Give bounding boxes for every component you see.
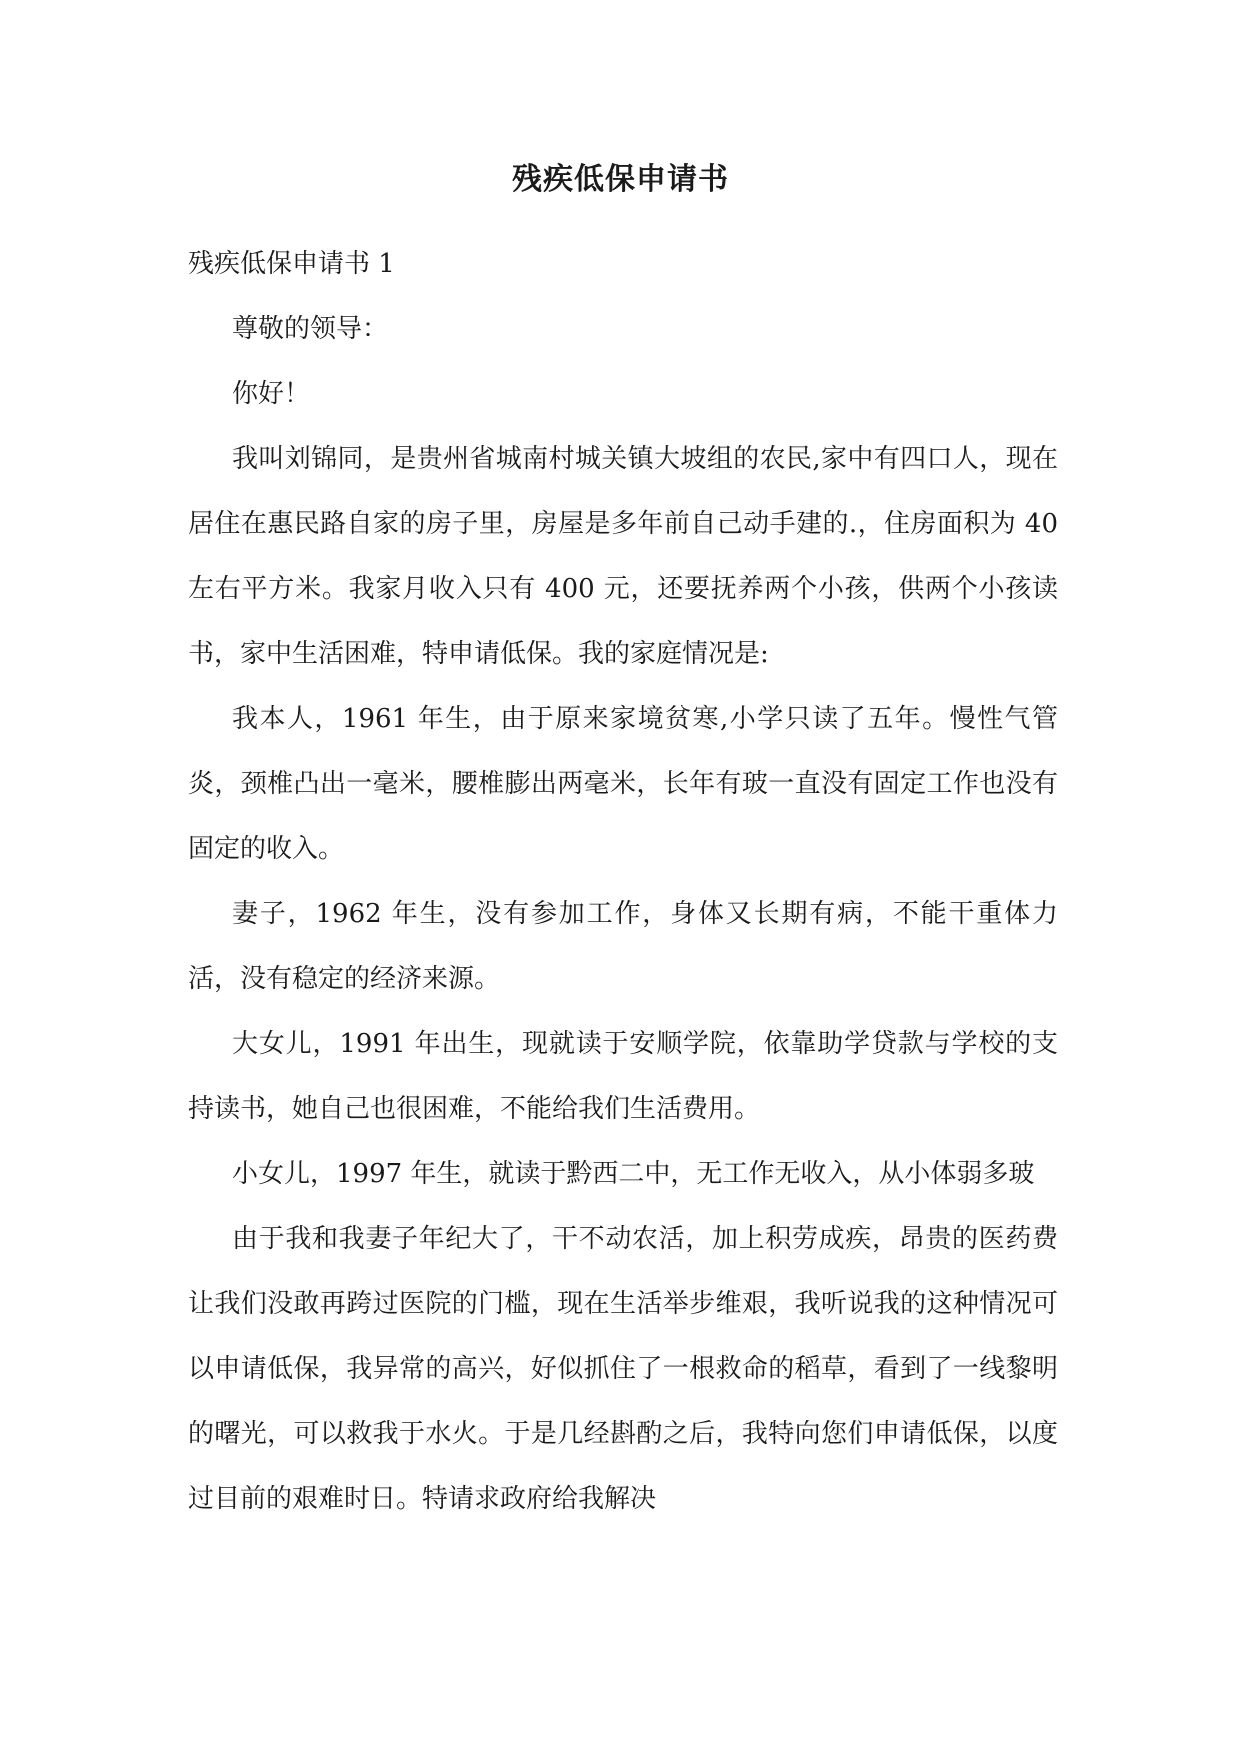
paragraph-self: 我本人，1961 年生，由于原来家境贫寒,小学只读了五年。慢性气管炎，颈椎凸出一毫米，腰椎膨出两毫米，长年有玻一直没有固定工作也没有固定的收入。 [188,704,1058,864]
section-heading: 残疾低保申请书 1 [188,249,395,279]
paragraph-request: 由于我和我妻子年纪大了，干不动农活，加上积劳成疾，昂贵的医药费让我们没敢再跨过医院的门槛，现在生活举步维艰，我听说我的这种情况可以申请低保，我异常的高兴，好似抓住了一根救命的稻草，看到了一线黎明的曙光，可以救我于水火。于是几经斟酌之后，我特向您们申请低保，以度过目前的艰难时日。特请求政府给我解决 [188,1224,1058,1514]
paragraph-introduction: 我叫刘锦同，是贵州省城南村城关镇大坡组的农民,家中有四口人，现在居住在惠民路自家的房子里，房屋是多年前自己动手建的.，住房面积为 40 左右平方米。我家月收入只有 400 元，还要抚养两个小孩，供两个小孩读书，家中生活困难，特申请低保。我的家庭情况是: [188,444,1058,669]
document-body [188,232,1058,1532]
paragraph-elder-daughter: 大女儿，1991 年出生，现就读于安顺学院，依靠助学贷款与学校的支持读书，她自己也很困难，不能给我们生活费用。 [188,1029,1058,1124]
document-title: 残疾低保申请书 [512,162,729,197]
paragraph-wife: 妻子，1962 年生，没有参加工作，身体又长期有病，不能干重体力活，没有稳定的经济来源。 [188,899,1058,994]
paragraph-younger-daughter: 小女儿，1997 年生，就读于黔西二中，无工作无收入，从小体弱多玻 [232,1159,1035,1189]
greeting: 你好！ [232,379,311,409]
salutation: 尊敬的领导： [232,314,389,344]
